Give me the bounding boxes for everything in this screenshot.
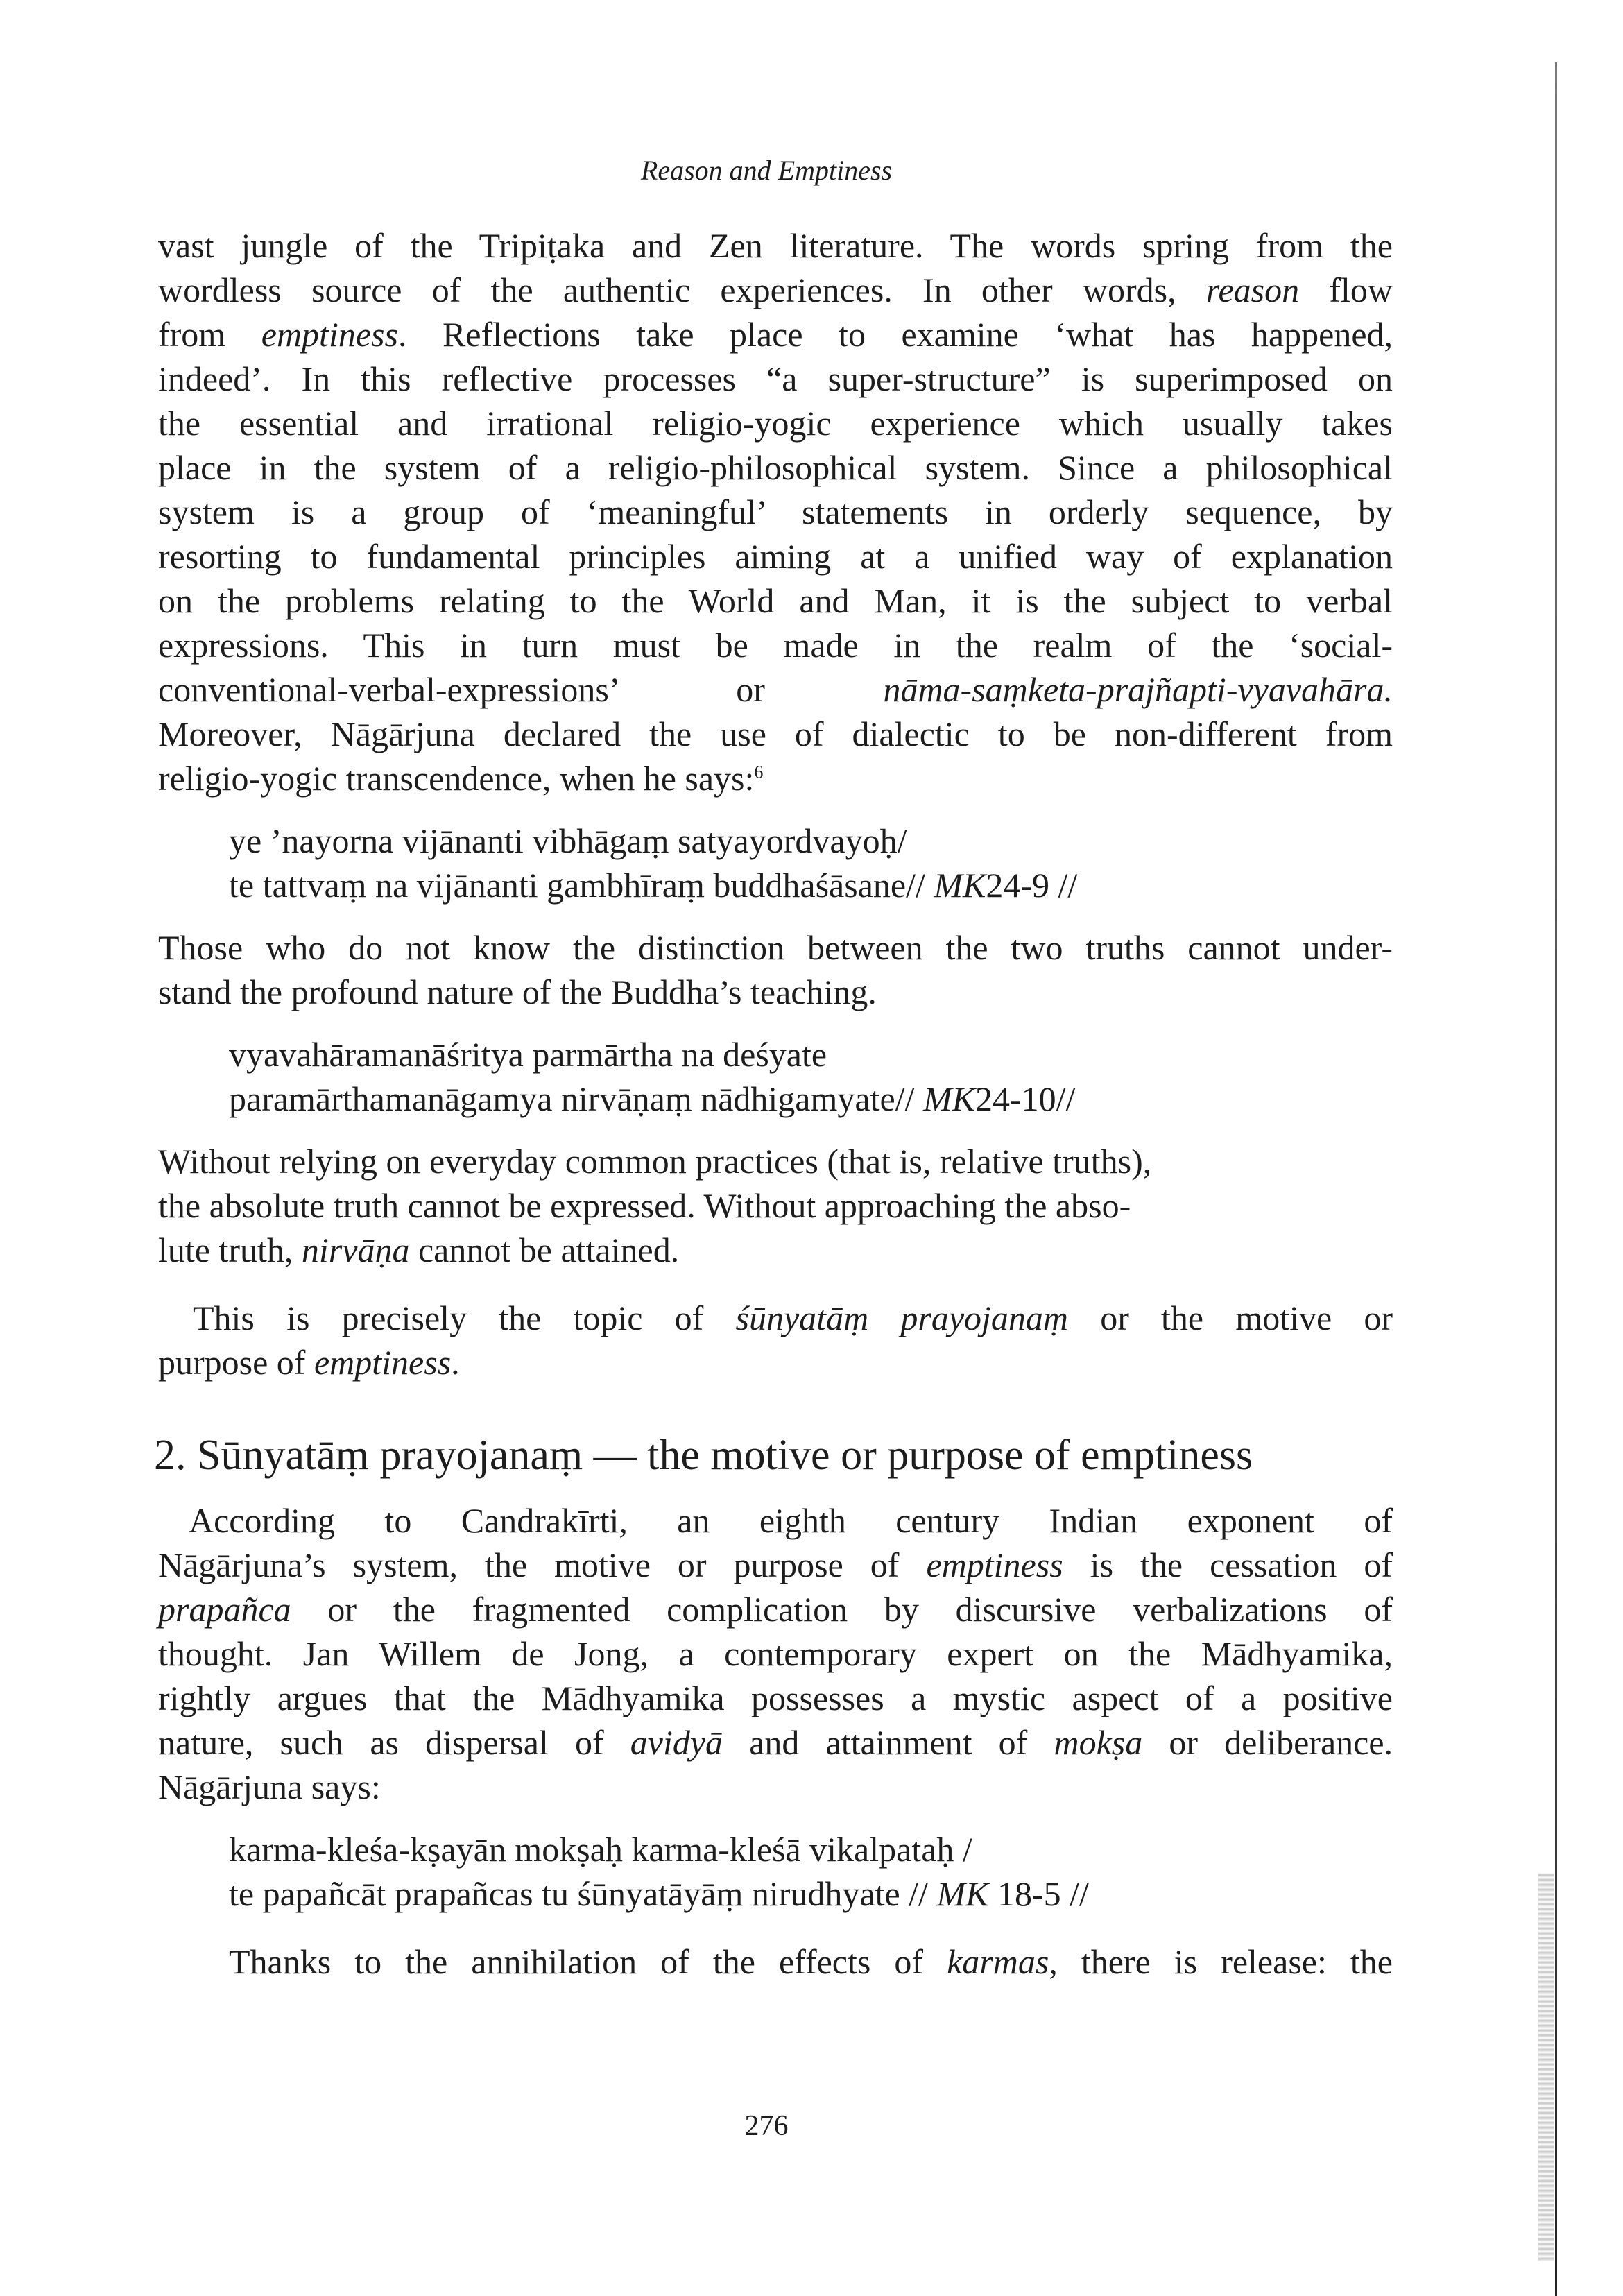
text-line: purpose of emptiness. [158,1343,460,1382]
text-line: system is a group of ‘meaningful’ statements in orderly sequence, by [158,492,1393,531]
text-line: from emptiness. Reflections take place to examine ‘what has happened, [158,315,1393,354]
emphasis: avidyā [630,1723,723,1762]
text-line: wordless source of the authentic experiences. In other words, reason flow [158,271,1393,309]
emphasis: emptiness [926,1545,1063,1584]
running-head: Reason and Emptiness [640,155,893,186]
text-line: rightly argues that the Mādhyamika possesses a mystic aspect of a positive [158,1679,1393,1717]
text-line: nature, such as dispersal of avidyā and attainment of mokṣa or deliberance. [158,1723,1393,1762]
text-line: stand the profound nature of the Buddha’s teaching. [158,973,877,1011]
text-line: vast jungle of the Tripiṭaka and Zen literature. The words spring from the [158,226,1393,265]
emphasis: śūnyatāṃ prayojanaṃ [735,1299,1069,1337]
text-line: the essential and irrational religio-yogic experience which usually takes [158,404,1393,443]
emphasis: prapañca [158,1590,291,1629]
text-line: thought. Jan Willem de Jong, a contemporary expert on the Mādhyamika, [158,1634,1393,1673]
text-line: indeed’. In this reflective processes “a super-structure” is superimposed on [158,359,1393,398]
emphasis: reason [1205,271,1300,309]
text-line: lute truth, nirvāṇa cannot be attained. [158,1231,680,1269]
citation-abbrev: MK [922,1079,975,1118]
emphasis: nāma-saṃketa-prajñapti-vyavahāra. [883,670,1393,709]
page-edge-texture [1538,1873,1554,2261]
text-line: Thanks to the annihilation of the effects of karmas, there is release: the [229,1942,1393,1981]
emphasis: emptiness [261,315,398,354]
text-line: Without relying on everyday common practices (that is, relative truths), [158,1142,1152,1181]
text-line: prapañca or the fragmented complication by discursive verbalizations of [158,1590,1393,1629]
text-line: Those who do not know the distinction between the two truths cannot under- [158,928,1393,967]
emphasis: mokṣa [1054,1723,1143,1762]
text-line: Nāgārjuna’s system, the motive or purpose of emptiness is the cessation of [158,1545,1393,1584]
text-line: Moreover, Nāgārjuna declared the use of dialectic to be non-different from [158,714,1393,753]
footnote-marker: 6 [754,762,764,782]
emphasis: karmas [947,1942,1049,1981]
text-line: Nāgārjuna says: [158,1767,381,1806]
text-line: place in the system of a religio-philosophical system. Since a philosophical [158,448,1393,487]
verse-line: te papañcāt prapañcas tu śūnyatāyāṃ nirudhyate // MK 18-5 // [229,1874,1089,1913]
text-line: the absolute truth cannot be expressed. Without approaching the abso- [158,1186,1131,1225]
citation-abbrev: MK [934,866,986,905]
verse-line: karma-kleśa-kṣayān mokṣaḥ karma-kleśā vikalpataḥ / [229,1830,972,1869]
text-line: conventional-verbal-expressions’ or nāma-saṃketa-prajñapti-vyavahāra. [158,670,1393,709]
text-line: According to Candrakīrti, an eighth century Indian exponent of [189,1501,1393,1540]
text-line: resorting to fundamental principles aiming at a unified way of explanation [158,537,1393,576]
emphasis: emptiness [314,1343,452,1382]
verse-line: paramārthamanāgamya nirvāṇaṃ nādhigamyate// MK24-10// [229,1079,1076,1118]
page-edge-shadow [1555,62,1557,2296]
text-line: on the problems relating to the World and Man, it is the subject to verbal [158,581,1393,620]
emphasis: nirvāṇa [301,1231,410,1269]
text-line: This is precisely the topic of śūnyatāṃ prayojanaṃ or the motive or [193,1299,1393,1337]
citation-abbrev: MK [936,1874,989,1913]
section-heading: 2. Sūnyatāṃ prayojanaṃ — the motive or purpose of emptiness [154,1432,1253,1479]
page-number: 276 [744,2110,789,2142]
verse-line: ye ’nayorna vijānanti vibhāgaṃ satyayordvayoḥ/ [229,821,907,860]
text-line: religio-yogic transcendence, when he says:$^6$ [158,759,764,798]
verse-line: te tattvaṃ na vijānanti gambhīraṃ buddhaśāsane// MK24-9 // [229,866,1078,905]
verse-line: vyavahāramanāśritya parmārtha na deśyate [229,1035,827,1074]
text-line: expressions. This in turn must be made in the realm of the ‘social- [158,626,1393,665]
